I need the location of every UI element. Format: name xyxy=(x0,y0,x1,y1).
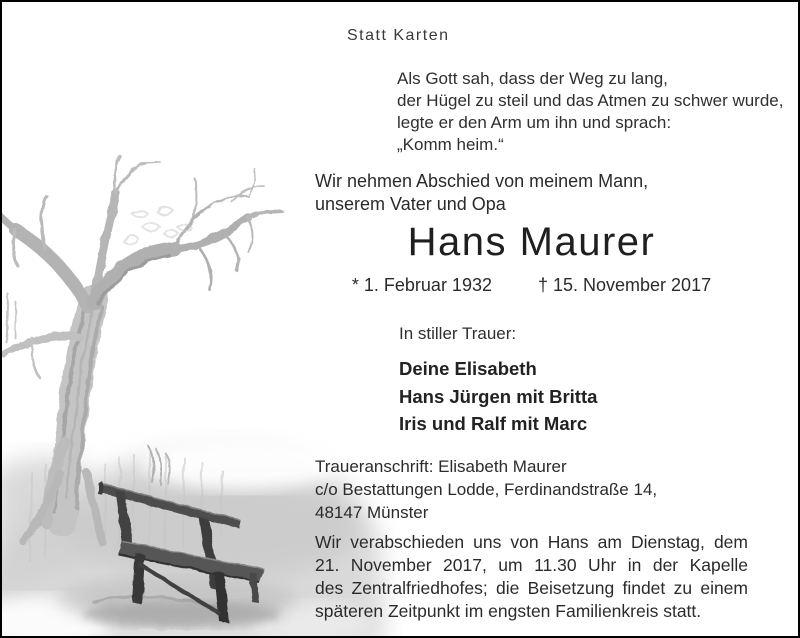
verse-line-4: „Komm heim.“ xyxy=(397,135,504,154)
mourner-1: Deine Elisabeth xyxy=(399,358,537,379)
funeral-line-2: 21. November 2017, um 11.30 Uhr in der Kapelle xyxy=(315,555,748,575)
mourners-list xyxy=(399,355,597,438)
intro-line-1: Wir nehmen Abschied von meinem Mann, xyxy=(315,171,649,191)
funeral-line-1: Wir verabschieden uns von Hans am Dienstag, dem xyxy=(315,532,748,552)
header-statt-karten: Statt Karten xyxy=(347,27,450,44)
deceased-name: Hans Maurer xyxy=(407,220,656,264)
farewell-intro xyxy=(315,170,648,216)
mourning-label: In stiller Trauer: xyxy=(399,324,517,343)
condolence-address xyxy=(315,455,657,524)
mourner-2: Hans Jürgen mit Britta xyxy=(399,385,598,407)
memorial-verse xyxy=(397,68,783,156)
life-dates xyxy=(315,275,748,296)
birth-date: * 1. Februar 1932 xyxy=(351,275,492,295)
verse-line-1: Als Gott sah, dass der Weg zu lang, xyxy=(397,69,668,88)
death-date: † 15. November 2017 xyxy=(537,275,712,295)
address-line-2: c/o Bestattungen Lodde, Ferdinandstraße 14, xyxy=(315,480,658,499)
verse-line-2: der Hügel zu steil und das Atmen zu schwer wurde, xyxy=(397,91,784,110)
address-line-3: 48147 Münster xyxy=(315,503,429,522)
intro-line-2: unserem Vater und Opa xyxy=(315,194,506,214)
mourner-3: Iris und Ralf mit Marc xyxy=(399,413,588,434)
verse-line-3: legte er den Arm um ihn und sprach: xyxy=(397,113,672,132)
funeral-line-4: späteren Zeitpunkt im engsten Familienkreis statt. xyxy=(315,601,702,621)
address-line-1: Traueranschrift: Elisabeth Maurer xyxy=(315,457,567,476)
funeral-line-3: des Zentralfriedhofes; die Beisetzung findet zu einem xyxy=(315,578,748,598)
funeral-details xyxy=(315,531,748,623)
